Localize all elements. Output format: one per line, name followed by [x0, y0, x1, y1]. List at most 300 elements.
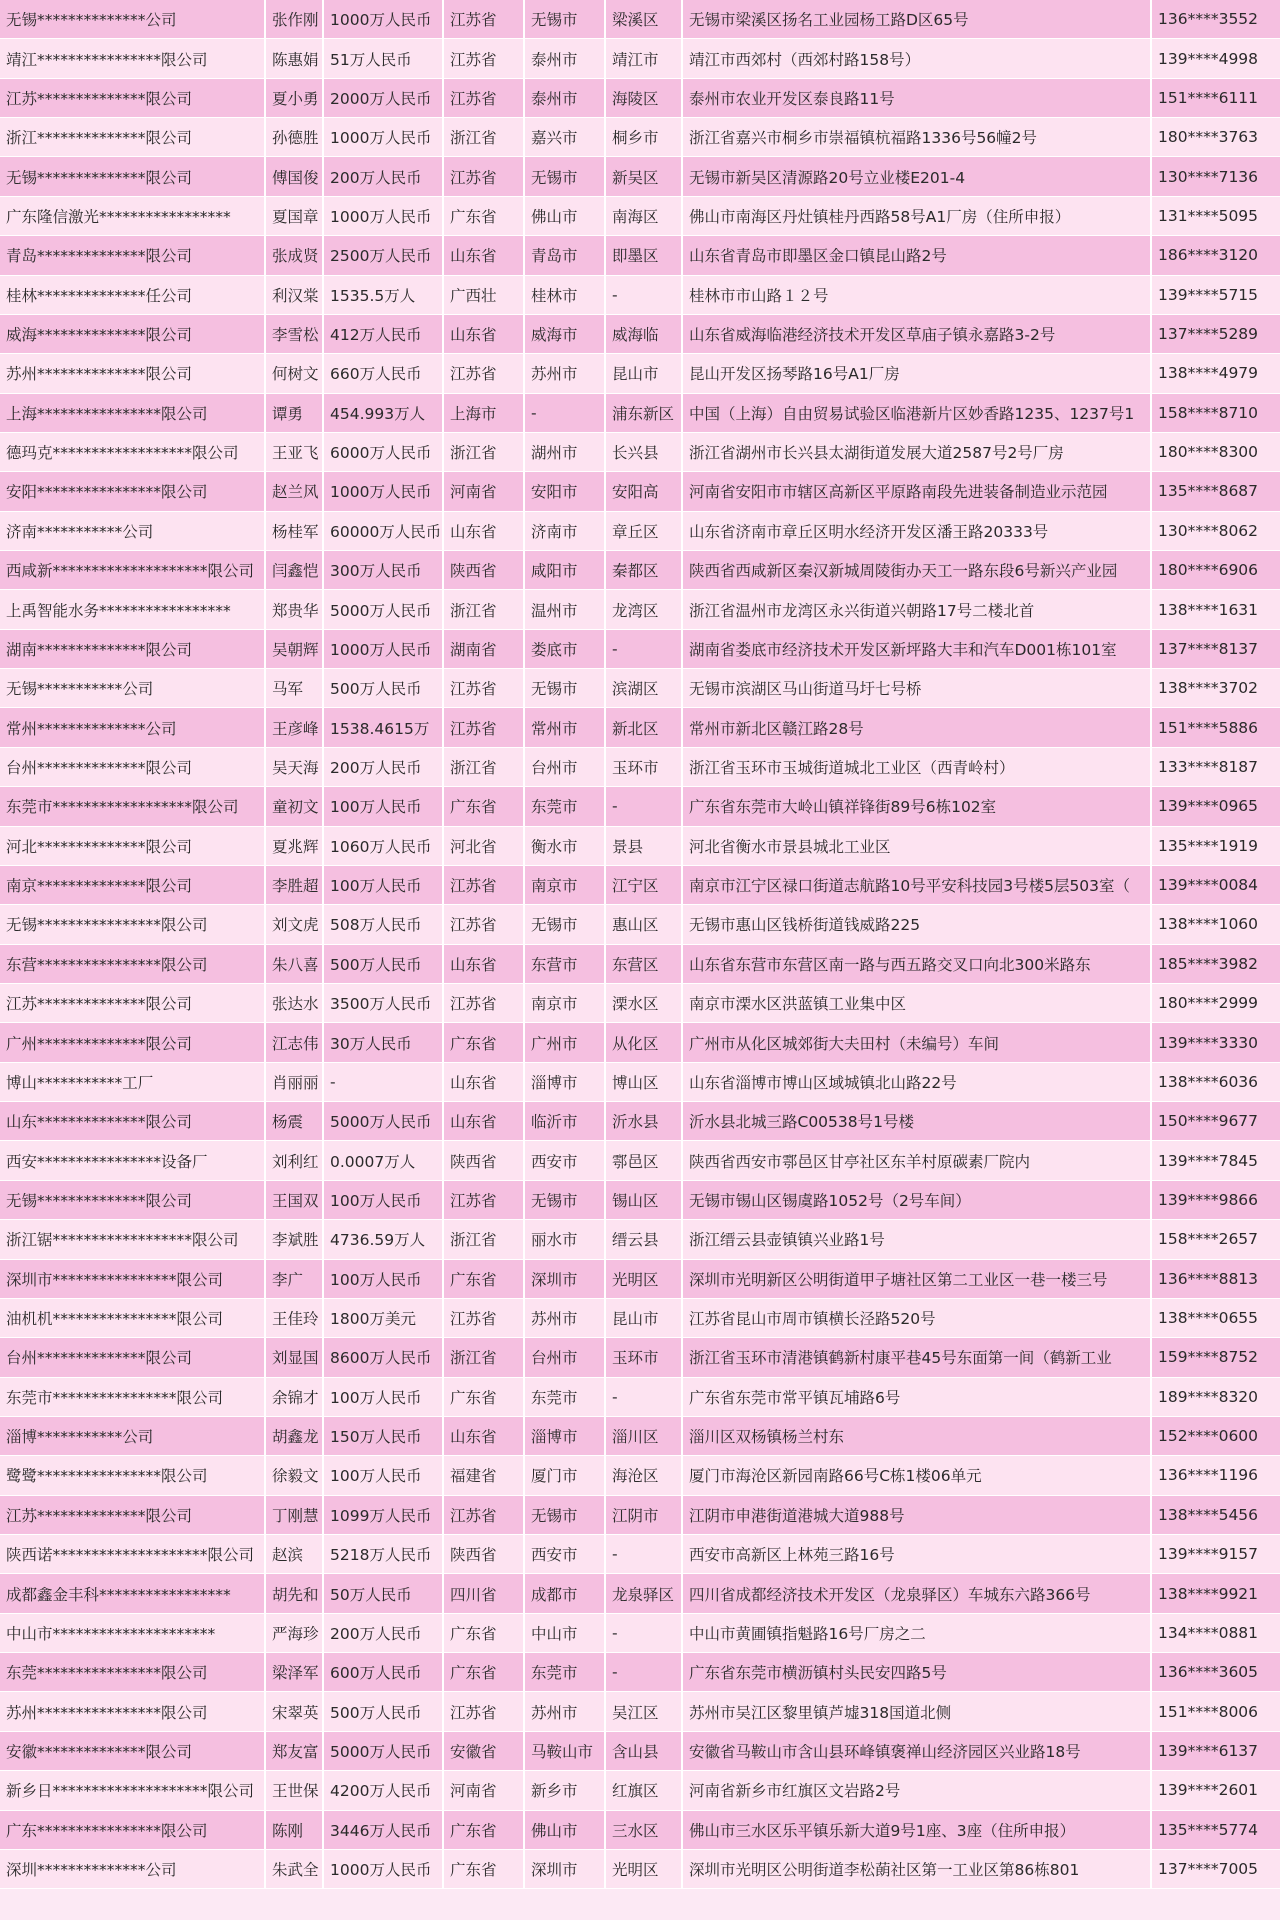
company-name-cell: 广东****************限公司 [0, 1811, 266, 1850]
legal-person-cell: 谭勇 [266, 394, 324, 433]
company-name-cell: 广东隆信激光***************** [0, 197, 266, 236]
phone-cell: 138****5456 [1152, 1496, 1280, 1535]
phone-cell: 139****0965 [1152, 787, 1280, 826]
district-cell: 梁溪区 [606, 0, 683, 39]
province-cell: 福建省 [444, 1456, 525, 1495]
phone-cell: 138****9921 [1152, 1574, 1280, 1613]
table-row [0, 1102, 1280, 1141]
legal-person-cell: 李广 [266, 1260, 324, 1299]
province-cell: 江苏省 [444, 39, 525, 78]
legal-person-cell: 张成贤 [266, 236, 324, 275]
table-row [0, 394, 1280, 433]
company-name-cell: 青岛**************限公司 [0, 236, 266, 275]
address-cell: 陕西省西安市鄠邑区甘亭社区东羊村原碳素厂院内 [683, 1141, 1152, 1180]
province-cell: 山东省 [444, 315, 525, 354]
city-cell: 厦门市 [525, 1456, 606, 1495]
legal-person-cell: 王国双 [266, 1181, 324, 1220]
table-row [0, 905, 1280, 944]
province-cell: 浙江省 [444, 1338, 525, 1377]
registered-capital-cell: 660万人民币 [324, 354, 444, 393]
address-cell: 南京市溧水区洪蓝镇工业集中区 [683, 984, 1152, 1023]
table-row [0, 354, 1280, 393]
city-cell: 南京市 [525, 984, 606, 1023]
legal-person-cell: 赵滨 [266, 1535, 324, 1574]
registered-capital-cell: 51万人民币 [324, 39, 444, 78]
city-cell: 淄博市 [525, 1063, 606, 1102]
company-name-cell: 济南***********公司 [0, 512, 266, 551]
address-cell: 桂林市市山路１２号 [683, 276, 1152, 315]
district-cell: 博山区 [606, 1063, 683, 1102]
address-cell: 常州市新北区赣江路28号 [683, 708, 1152, 747]
company-name-cell: 陕西诺********************限公司 [0, 1535, 266, 1574]
district-cell: 海陵区 [606, 79, 683, 118]
table-row [0, 118, 1280, 157]
company-name-cell: 无锡****************限公司 [0, 905, 266, 944]
city-cell: 南京市 [525, 866, 606, 905]
province-cell: 浙江省 [444, 590, 525, 629]
province-cell: 陕西省 [444, 1535, 525, 1574]
table-row [0, 1614, 1280, 1653]
registered-capital-cell: 5000万人民币 [324, 1102, 444, 1141]
company-name-cell: 安阳****************限公司 [0, 472, 266, 511]
legal-person-cell: 郑友富 [266, 1732, 324, 1771]
phone-cell: 136****1196 [1152, 1456, 1280, 1495]
district-cell: 桐乡市 [606, 118, 683, 157]
province-cell: 江苏省 [444, 866, 525, 905]
legal-person-cell: 陈惠娟 [266, 39, 324, 78]
province-cell: 广东省 [444, 197, 525, 236]
province-cell: 河北省 [444, 827, 525, 866]
address-cell: 厦门市海沧区新园南路66号C栋1楼06单元 [683, 1456, 1152, 1495]
registered-capital-cell: - [324, 1063, 444, 1102]
table-row [0, 1574, 1280, 1613]
company-name-cell: 深圳**************公司 [0, 1850, 266, 1889]
registered-capital-cell: 1535.5万人 [324, 276, 444, 315]
registered-capital-cell: 1000万人民币 [324, 118, 444, 157]
district-cell: - [606, 1535, 683, 1574]
company-name-cell: 江苏**************限公司 [0, 984, 266, 1023]
registered-capital-cell: 3446万人民币 [324, 1811, 444, 1850]
city-cell: 淄博市 [525, 1417, 606, 1456]
table-row [0, 236, 1280, 275]
address-cell: 广州市从化区城郊街大夫田村（未编号）车间 [683, 1023, 1152, 1062]
table-row [0, 945, 1280, 984]
address-cell: 浙江省嘉兴市桐乡市崇福镇杭福路1336号56幢2号 [683, 118, 1152, 157]
company-name-cell: 东莞市******************限公司 [0, 787, 266, 826]
city-cell: 中山市 [525, 1614, 606, 1653]
legal-person-cell: 傅国俊 [266, 157, 324, 196]
table-row [0, 1496, 1280, 1535]
table-row [0, 39, 1280, 78]
city-cell: 佛山市 [525, 197, 606, 236]
city-cell: 济南市 [525, 512, 606, 551]
phone-cell: 136****3605 [1152, 1653, 1280, 1692]
address-cell: 山东省东营市东营区南一路与西五路交叉口向北300米路东 [683, 945, 1152, 984]
legal-person-cell: 李雪松 [266, 315, 324, 354]
province-cell: 广东省 [444, 1653, 525, 1692]
table-row [0, 1417, 1280, 1456]
province-cell: 山东省 [444, 1417, 525, 1456]
registered-capital-cell: 0.0007万人 [324, 1141, 444, 1180]
registered-capital-cell: 50万人民币 [324, 1574, 444, 1613]
legal-person-cell: 王世保 [266, 1771, 324, 1810]
district-cell: - [606, 630, 683, 669]
district-cell: 从化区 [606, 1023, 683, 1062]
city-cell: 娄底市 [525, 630, 606, 669]
address-cell: 广东省东莞市大岭山镇祥锋街89号6栋102室 [683, 787, 1152, 826]
company-name-cell: 成都鑫金丰科***************** [0, 1574, 266, 1613]
city-cell: 常州市 [525, 708, 606, 747]
company-name-cell: 桂林**************任公司 [0, 276, 266, 315]
phone-cell: 131****5095 [1152, 197, 1280, 236]
company-name-cell: 威海**************限公司 [0, 315, 266, 354]
company-name-cell: 常州**************公司 [0, 708, 266, 747]
address-cell: 四川省成都经济技术开发区（龙泉驿区）车城东六路366号 [683, 1574, 1152, 1613]
table-row [0, 1732, 1280, 1771]
phone-cell: 180****8300 [1152, 433, 1280, 472]
address-cell: 湖南省娄底市经济技术开发区新坪路大丰和汽车D001栋101室 [683, 630, 1152, 669]
address-cell: 山东省济南市章丘区明水经济开发区潘王路20333号 [683, 512, 1152, 551]
address-cell: 浙江省温州市龙湾区永兴街道兴朝路17号二楼北首 [683, 590, 1152, 629]
company-name-cell: 上禹智能水务***************** [0, 590, 266, 629]
legal-person-cell: 杨震 [266, 1102, 324, 1141]
table-row [0, 1653, 1280, 1692]
company-name-cell: 苏州**************限公司 [0, 354, 266, 393]
address-cell: 淄川区双杨镇杨兰村东 [683, 1417, 1152, 1456]
registered-capital-cell: 60000万人民币 [324, 512, 444, 551]
phone-cell: 189****8320 [1152, 1378, 1280, 1417]
registered-capital-cell: 412万人民币 [324, 315, 444, 354]
city-cell: 湖州市 [525, 433, 606, 472]
legal-person-cell: 胡鑫龙 [266, 1417, 324, 1456]
table-row [0, 1063, 1280, 1102]
phone-cell: 180****6906 [1152, 551, 1280, 590]
city-cell: 安阳市 [525, 472, 606, 511]
district-cell: 江宁区 [606, 866, 683, 905]
district-cell: 惠山区 [606, 905, 683, 944]
registered-capital-cell: 1000万人民币 [324, 630, 444, 669]
legal-person-cell: 利汉棠 [266, 276, 324, 315]
city-cell: 温州市 [525, 590, 606, 629]
table-row [0, 748, 1280, 787]
province-cell: 江苏省 [444, 0, 525, 39]
district-cell: 新北区 [606, 708, 683, 747]
company-name-cell: 新乡日********************限公司 [0, 1771, 266, 1810]
city-cell: 西安市 [525, 1535, 606, 1574]
district-cell: 南海区 [606, 197, 683, 236]
province-cell: 河南省 [444, 472, 525, 511]
legal-person-cell: 杨桂军 [266, 512, 324, 551]
legal-person-cell: 刘文虎 [266, 905, 324, 944]
province-cell: 江苏省 [444, 1692, 525, 1731]
company-name-cell: 油机机****************限公司 [0, 1299, 266, 1338]
table-row [0, 827, 1280, 866]
legal-person-cell: 王彦峰 [266, 708, 324, 747]
address-cell: 昆山开发区扬琴路16号A1厂房 [683, 354, 1152, 393]
company-name-cell: 淄博***********公司 [0, 1417, 266, 1456]
registered-capital-cell: 3500万人民币 [324, 984, 444, 1023]
legal-person-cell: 童初文 [266, 787, 324, 826]
province-cell: 上海市 [444, 394, 525, 433]
registered-capital-cell: 30万人民币 [324, 1023, 444, 1062]
phone-cell: 137****5289 [1152, 315, 1280, 354]
company-name-cell: 中山市********************* [0, 1614, 266, 1653]
registered-capital-cell: 6000万人民币 [324, 433, 444, 472]
address-cell: 西安市高新区上林苑三路16号 [683, 1535, 1152, 1574]
table-row [0, 1220, 1280, 1259]
province-cell: 河南省 [444, 1771, 525, 1810]
registered-capital-cell: 150万人民币 [324, 1417, 444, 1456]
legal-person-cell: 梁泽军 [266, 1653, 324, 1692]
registered-capital-cell: 508万人民币 [324, 905, 444, 944]
district-cell: 新吴区 [606, 157, 683, 196]
province-cell: 广东省 [444, 787, 525, 826]
province-cell: 山东省 [444, 945, 525, 984]
city-cell: 丽水市 [525, 1220, 606, 1259]
registered-capital-cell: 500万人民币 [324, 1692, 444, 1731]
registered-capital-cell: 4200万人民币 [324, 1771, 444, 1810]
legal-person-cell: 陈刚 [266, 1811, 324, 1850]
legal-person-cell: 严海珍 [266, 1614, 324, 1653]
table-row [0, 708, 1280, 747]
phone-cell: 135****5774 [1152, 1811, 1280, 1850]
district-cell: 玉环市 [606, 748, 683, 787]
district-cell: 淄川区 [606, 1417, 683, 1456]
district-cell: 海沧区 [606, 1456, 683, 1495]
company-name-cell: 山东**************限公司 [0, 1102, 266, 1141]
province-cell: 湖南省 [444, 630, 525, 669]
company-name-cell: 江苏**************限公司 [0, 79, 266, 118]
province-cell: 广东省 [444, 1260, 525, 1299]
city-cell: 东莞市 [525, 1378, 606, 1417]
legal-person-cell: 孙德胜 [266, 118, 324, 157]
company-name-cell: 无锡**************限公司 [0, 157, 266, 196]
city-cell: 无锡市 [525, 0, 606, 39]
table-row [0, 1811, 1280, 1850]
district-cell: 昆山市 [606, 1299, 683, 1338]
company-name-cell: 西咸新********************限公司 [0, 551, 266, 590]
phone-cell: 158****2657 [1152, 1220, 1280, 1259]
company-name-cell: 东莞****************限公司 [0, 1653, 266, 1692]
district-cell: 东营区 [606, 945, 683, 984]
address-cell: 深圳市光明区公明街道李松蓢社区第一工业区第86栋801 [683, 1850, 1152, 1889]
registered-capital-cell: 8600万人民币 [324, 1338, 444, 1377]
table-row [0, 1456, 1280, 1495]
district-cell: 锡山区 [606, 1181, 683, 1220]
table-row [0, 1535, 1280, 1574]
address-cell: 河南省安阳市市辖区高新区平原路南段先进装备制造业示范园 [683, 472, 1152, 511]
table-row [0, 551, 1280, 590]
table-row [0, 1338, 1280, 1377]
company-name-cell: 无锡**************限公司 [0, 1181, 266, 1220]
district-cell: 长兴县 [606, 433, 683, 472]
district-cell: 三水区 [606, 1811, 683, 1850]
district-cell: 沂水县 [606, 1102, 683, 1141]
district-cell: - [606, 1653, 683, 1692]
company-name-cell: 苏州****************限公司 [0, 1692, 266, 1731]
address-cell: 佛山市南海区丹灶镇桂丹西路58号A1厂房（住所申报） [683, 197, 1152, 236]
phone-cell: 159****8752 [1152, 1338, 1280, 1377]
province-cell: 陕西省 [444, 1141, 525, 1180]
phone-cell: 138****4979 [1152, 354, 1280, 393]
province-cell: 山东省 [444, 512, 525, 551]
province-cell: 浙江省 [444, 433, 525, 472]
city-cell: 桂林市 [525, 276, 606, 315]
province-cell: 浙江省 [444, 1220, 525, 1259]
table-row [0, 197, 1280, 236]
province-cell: 浙江省 [444, 118, 525, 157]
company-name-cell: 东莞市****************限公司 [0, 1378, 266, 1417]
district-cell: 昆山市 [606, 354, 683, 393]
district-cell: 溧水区 [606, 984, 683, 1023]
district-cell: 景县 [606, 827, 683, 866]
phone-cell: 130****8062 [1152, 512, 1280, 551]
registered-capital-cell: 1060万人民币 [324, 827, 444, 866]
company-name-cell: 广州**************限公司 [0, 1023, 266, 1062]
city-cell: 无锡市 [525, 1181, 606, 1220]
phone-cell: 186****3120 [1152, 236, 1280, 275]
address-cell: 无锡市锡山区锡虞路1052号（2号车间） [683, 1181, 1152, 1220]
city-cell: 青岛市 [525, 236, 606, 275]
table-row [0, 433, 1280, 472]
registered-capital-cell: 100万人民币 [324, 1260, 444, 1299]
registered-capital-cell: 300万人民币 [324, 551, 444, 590]
address-cell: 安徽省马鞍山市含山县环峰镇褒禅山经济园区兴业路18号 [683, 1732, 1152, 1771]
phone-cell: 138****1060 [1152, 905, 1280, 944]
address-cell: 泰州市农业开发区泰良路11号 [683, 79, 1152, 118]
address-cell: 中山市黄圃镇指魁路16号厂房之二 [683, 1614, 1152, 1653]
registered-capital-cell: 1800万美元 [324, 1299, 444, 1338]
table-row [0, 1299, 1280, 1338]
legal-person-cell: 李斌胜 [266, 1220, 324, 1259]
city-cell: 广州市 [525, 1023, 606, 1062]
province-cell: 陕西省 [444, 551, 525, 590]
company-name-cell: 浙江**************限公司 [0, 118, 266, 157]
table-row [0, 669, 1280, 708]
district-cell: 即墨区 [606, 236, 683, 275]
city-cell: 无锡市 [525, 905, 606, 944]
registered-capital-cell: 200万人民币 [324, 157, 444, 196]
city-cell: 无锡市 [525, 1496, 606, 1535]
city-cell: 泰州市 [525, 79, 606, 118]
registered-capital-cell: 1000万人民币 [324, 197, 444, 236]
city-cell: 咸阳市 [525, 551, 606, 590]
phone-cell: 139****0084 [1152, 866, 1280, 905]
legal-person-cell: 刘显国 [266, 1338, 324, 1377]
phone-cell: 151****5886 [1152, 708, 1280, 747]
registered-capital-cell: 100万人民币 [324, 1181, 444, 1220]
legal-person-cell: 张达水 [266, 984, 324, 1023]
city-cell: 成都市 [525, 1574, 606, 1613]
registered-capital-cell: 100万人民币 [324, 866, 444, 905]
company-name-cell: 安徽**************限公司 [0, 1732, 266, 1771]
table-row [0, 1141, 1280, 1180]
table-row [0, 1692, 1280, 1731]
address-cell: 浙江省湖州市长兴县太湖街道发展大道2587号2号厂房 [683, 433, 1152, 472]
company-name-cell: 鹭鹭****************限公司 [0, 1456, 266, 1495]
legal-person-cell: 闫鑫恺 [266, 551, 324, 590]
phone-cell: 136****3552 [1152, 0, 1280, 39]
registered-capital-cell: 5000万人民币 [324, 590, 444, 629]
table-row [0, 590, 1280, 629]
phone-cell: 152****0600 [1152, 1417, 1280, 1456]
phone-cell: 138****0655 [1152, 1299, 1280, 1338]
phone-cell: 138****1631 [1152, 590, 1280, 629]
legal-person-cell: 郑贵华 [266, 590, 324, 629]
phone-cell: 139****4998 [1152, 39, 1280, 78]
address-cell: 无锡市惠山区钱桥街道钱威路225 [683, 905, 1152, 944]
province-cell: 安徽省 [444, 1732, 525, 1771]
table-row [0, 315, 1280, 354]
district-cell: 江阴市 [606, 1496, 683, 1535]
district-cell: 安阳高 [606, 472, 683, 511]
legal-person-cell: 朱八喜 [266, 945, 324, 984]
registered-capital-cell: 100万人民币 [324, 1456, 444, 1495]
legal-person-cell: 江志伟 [266, 1023, 324, 1062]
province-cell: 山东省 [444, 236, 525, 275]
phone-cell: 150****9677 [1152, 1102, 1280, 1141]
city-cell: 苏州市 [525, 1299, 606, 1338]
phone-cell: 139****9157 [1152, 1535, 1280, 1574]
registered-capital-cell: 500万人民币 [324, 669, 444, 708]
district-cell: 光明区 [606, 1260, 683, 1299]
city-cell: 台州市 [525, 748, 606, 787]
legal-person-cell: 朱武全 [266, 1850, 324, 1889]
phone-cell: 151****6111 [1152, 79, 1280, 118]
province-cell: 广西壮 [444, 276, 525, 315]
legal-person-cell: 夏小勇 [266, 79, 324, 118]
phone-cell: 134****0881 [1152, 1614, 1280, 1653]
table-row [0, 630, 1280, 669]
province-cell: 江苏省 [444, 708, 525, 747]
province-cell: 山东省 [444, 1063, 525, 1102]
company-name-cell: 湖南**************限公司 [0, 630, 266, 669]
phone-cell: 139****2601 [1152, 1771, 1280, 1810]
address-cell: 陕西省西咸新区秦汉新城周陵街办天工一路东段6号新兴产业园 [683, 551, 1152, 590]
table-row [0, 1181, 1280, 1220]
province-cell: 广东省 [444, 1850, 525, 1889]
registered-capital-cell: 5000万人民币 [324, 1732, 444, 1771]
table-row [0, 79, 1280, 118]
legal-person-cell: 吴朝辉 [266, 630, 324, 669]
phone-cell: 180****3763 [1152, 118, 1280, 157]
district-cell: 鄠邑区 [606, 1141, 683, 1180]
company-name-cell: 靖江****************限公司 [0, 39, 266, 78]
province-cell: 江苏省 [444, 1496, 525, 1535]
company-name-cell: 南京**************限公司 [0, 866, 266, 905]
table-row [0, 1850, 1280, 1889]
legal-person-cell: 李胜超 [266, 866, 324, 905]
province-cell: 江苏省 [444, 905, 525, 944]
registered-capital-cell: 100万人民币 [324, 787, 444, 826]
address-cell: 河北省衡水市景县城北工业区 [683, 827, 1152, 866]
registered-capital-cell: 100万人民币 [324, 1378, 444, 1417]
table-row [0, 472, 1280, 511]
company-name-cell: 东营****************限公司 [0, 945, 266, 984]
province-cell: 江苏省 [444, 157, 525, 196]
city-cell: - [525, 394, 606, 433]
district-cell: 滨湖区 [606, 669, 683, 708]
address-cell: 无锡市滨湖区马山街道马圩七号桥 [683, 669, 1152, 708]
company-name-cell: 台州**************限公司 [0, 1338, 266, 1377]
city-cell: 马鞍山市 [525, 1732, 606, 1771]
address-cell: 山东省青岛市即墨区金口镇昆山路2号 [683, 236, 1152, 275]
registered-capital-cell: 200万人民币 [324, 1614, 444, 1653]
company-name-cell: 深圳市****************限公司 [0, 1260, 266, 1299]
legal-person-cell: 刘利红 [266, 1141, 324, 1180]
address-cell: 山东省淄博市博山区域城镇北山路22号 [683, 1063, 1152, 1102]
address-cell: 南京市江宁区禄口街道志航路10号平安科技园3号楼5层503室（ [683, 866, 1152, 905]
